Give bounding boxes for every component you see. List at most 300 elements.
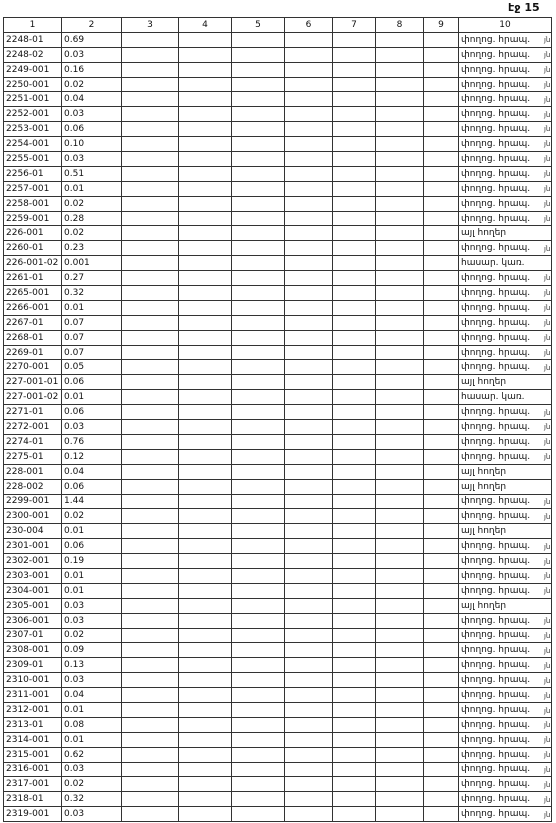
area-value-cell: 0.03 bbox=[62, 807, 122, 822]
margin-mark: յն bbox=[544, 214, 551, 223]
empty-cell bbox=[285, 464, 333, 479]
empty-cell bbox=[424, 360, 459, 375]
empty-cell bbox=[232, 241, 285, 256]
table-row bbox=[4, 77, 552, 92]
land-use-cell: փողոց. հրապ. bbox=[459, 554, 552, 569]
area-value-cell: 0.04 bbox=[62, 92, 122, 107]
land-use-cell: փողոց. հրապ. bbox=[459, 330, 552, 345]
margin-mark: յն bbox=[544, 170, 551, 179]
empty-cell bbox=[424, 732, 459, 747]
empty-cell bbox=[232, 539, 285, 554]
column-header: 9 bbox=[424, 18, 459, 33]
empty-cell bbox=[179, 166, 232, 181]
empty-cell bbox=[122, 702, 179, 717]
empty-cell bbox=[424, 345, 459, 360]
empty-cell bbox=[376, 137, 424, 152]
empty-cell bbox=[232, 479, 285, 494]
empty-cell bbox=[285, 211, 333, 226]
empty-cell bbox=[376, 554, 424, 569]
margin-mark: յն bbox=[544, 706, 551, 715]
empty-cell bbox=[122, 747, 179, 762]
empty-cell bbox=[122, 345, 179, 360]
empty-cell bbox=[122, 196, 179, 211]
parcel-id-cell: 2307-01 bbox=[4, 628, 62, 643]
area-value-cell: 0.01 bbox=[62, 181, 122, 196]
table-row bbox=[4, 628, 552, 643]
margin-mark: յն bbox=[544, 691, 551, 700]
column-header: 3 bbox=[122, 18, 179, 33]
parcel-id-cell: 2274-01 bbox=[4, 434, 62, 449]
empty-cell bbox=[376, 152, 424, 167]
parcel-id-cell: 2265-001 bbox=[4, 286, 62, 301]
empty-cell bbox=[333, 717, 376, 732]
empty-cell bbox=[232, 628, 285, 643]
empty-cell bbox=[376, 181, 424, 196]
area-value-cell: 0.32 bbox=[62, 286, 122, 301]
empty-cell bbox=[285, 360, 333, 375]
area-value-cell: 0.06 bbox=[62, 479, 122, 494]
parcel-id-cell: 2248-02 bbox=[4, 47, 62, 62]
area-value-cell: 0.06 bbox=[62, 539, 122, 554]
empty-cell bbox=[179, 137, 232, 152]
empty-cell bbox=[122, 792, 179, 807]
area-value-cell: 0.04 bbox=[62, 688, 122, 703]
empty-cell bbox=[232, 122, 285, 137]
empty-cell bbox=[122, 464, 179, 479]
land-use-cell: փողոց. հրապ. bbox=[459, 509, 552, 524]
parcel-id-cell: 230-004 bbox=[4, 524, 62, 539]
empty-cell bbox=[179, 509, 232, 524]
column-header: 10 bbox=[459, 18, 552, 33]
empty-cell bbox=[122, 360, 179, 375]
land-use-cell: հասար. կառ. bbox=[459, 256, 552, 271]
empty-cell bbox=[376, 107, 424, 122]
empty-cell bbox=[232, 747, 285, 762]
empty-cell bbox=[333, 643, 376, 658]
empty-cell bbox=[285, 241, 333, 256]
empty-cell bbox=[376, 613, 424, 628]
table-row bbox=[4, 702, 552, 717]
empty-cell bbox=[376, 494, 424, 509]
empty-cell bbox=[122, 777, 179, 792]
empty-cell bbox=[285, 315, 333, 330]
margin-mark: յն bbox=[544, 80, 551, 89]
area-value-cell: 0.02 bbox=[62, 777, 122, 792]
parcel-id-cell: 2300-001 bbox=[4, 509, 62, 524]
parcel-id-cell: 228-002 bbox=[4, 479, 62, 494]
margin-mark: յն bbox=[544, 110, 551, 119]
empty-cell bbox=[424, 32, 459, 47]
empty-cell bbox=[376, 792, 424, 807]
empty-cell bbox=[232, 360, 285, 375]
area-value-cell: 0.76 bbox=[62, 434, 122, 449]
empty-cell bbox=[232, 494, 285, 509]
land-use-cell: այլ հողեր bbox=[459, 226, 552, 241]
empty-cell bbox=[232, 762, 285, 777]
empty-cell bbox=[285, 300, 333, 315]
table-row bbox=[4, 598, 552, 613]
empty-cell bbox=[424, 330, 459, 345]
area-value-cell: 0.03 bbox=[62, 762, 122, 777]
area-value-cell: 0.03 bbox=[62, 152, 122, 167]
empty-cell bbox=[179, 628, 232, 643]
table-row bbox=[4, 211, 552, 226]
table-row bbox=[4, 479, 552, 494]
empty-cell bbox=[333, 226, 376, 241]
empty-cell bbox=[285, 181, 333, 196]
empty-cell bbox=[179, 598, 232, 613]
margin-mark: յն bbox=[544, 676, 551, 685]
parcel-id-cell: 2311-001 bbox=[4, 688, 62, 703]
table-body bbox=[4, 32, 552, 821]
empty-cell bbox=[333, 152, 376, 167]
empty-cell bbox=[122, 300, 179, 315]
area-value-cell: 0.01 bbox=[62, 702, 122, 717]
area-value-cell: 0.12 bbox=[62, 449, 122, 464]
margin-mark: յն bbox=[544, 319, 551, 328]
empty-cell bbox=[333, 762, 376, 777]
empty-cell bbox=[232, 613, 285, 628]
empty-cell bbox=[424, 554, 459, 569]
land-use-cell: փողոց. հրապ. bbox=[459, 717, 552, 732]
empty-cell bbox=[285, 747, 333, 762]
empty-cell bbox=[376, 643, 424, 658]
empty-cell bbox=[376, 122, 424, 137]
area-value-cell: 0.01 bbox=[62, 568, 122, 583]
area-value-cell: 0.03 bbox=[62, 673, 122, 688]
empty-cell bbox=[179, 256, 232, 271]
table-row bbox=[4, 315, 552, 330]
margin-mark: յն bbox=[544, 50, 551, 59]
table-row bbox=[4, 747, 552, 762]
table-row bbox=[4, 271, 552, 286]
empty-cell bbox=[122, 420, 179, 435]
empty-cell bbox=[122, 122, 179, 137]
empty-cell bbox=[122, 256, 179, 271]
empty-cell bbox=[122, 226, 179, 241]
empty-cell bbox=[232, 345, 285, 360]
parcel-id-cell: 227-001-01 bbox=[4, 375, 62, 390]
empty-cell bbox=[424, 598, 459, 613]
empty-cell bbox=[333, 777, 376, 792]
empty-cell bbox=[424, 241, 459, 256]
empty-cell bbox=[179, 702, 232, 717]
empty-cell bbox=[285, 375, 333, 390]
empty-cell bbox=[122, 673, 179, 688]
empty-cell bbox=[232, 62, 285, 77]
empty-cell bbox=[424, 524, 459, 539]
empty-cell bbox=[232, 181, 285, 196]
empty-cell bbox=[232, 32, 285, 47]
empty-cell bbox=[333, 673, 376, 688]
margin-mark: յն bbox=[544, 646, 551, 655]
empty-cell bbox=[285, 434, 333, 449]
table-row bbox=[4, 360, 552, 375]
land-use-cell: փողոց. հրապ. bbox=[459, 107, 552, 122]
empty-cell bbox=[376, 524, 424, 539]
margin-mark: յն bbox=[544, 661, 551, 670]
empty-cell bbox=[179, 360, 232, 375]
empty-cell bbox=[424, 256, 459, 271]
area-value-cell: 0.02 bbox=[62, 77, 122, 92]
empty-cell bbox=[376, 375, 424, 390]
empty-cell bbox=[179, 420, 232, 435]
empty-cell bbox=[285, 420, 333, 435]
empty-cell bbox=[376, 360, 424, 375]
empty-cell bbox=[376, 673, 424, 688]
land-use-cell: փողոց. հրապ. bbox=[459, 762, 552, 777]
empty-cell bbox=[333, 300, 376, 315]
table-row bbox=[4, 449, 552, 464]
parcel-id-cell: 2301-001 bbox=[4, 539, 62, 554]
empty-cell bbox=[376, 464, 424, 479]
table-row bbox=[4, 330, 552, 345]
empty-cell bbox=[376, 434, 424, 449]
empty-cell bbox=[333, 32, 376, 47]
empty-cell bbox=[122, 643, 179, 658]
empty-cell bbox=[424, 107, 459, 122]
parcel-id-cell: 2315-001 bbox=[4, 747, 62, 762]
area-value-cell: 0.07 bbox=[62, 330, 122, 345]
empty-cell bbox=[424, 688, 459, 703]
empty-cell bbox=[232, 196, 285, 211]
table-row bbox=[4, 464, 552, 479]
area-value-cell: 0.16 bbox=[62, 62, 122, 77]
margin-mark: յն bbox=[544, 140, 551, 149]
margin-mark: յն bbox=[544, 363, 551, 372]
empty-cell bbox=[122, 494, 179, 509]
land-use-cell: փողոց. հրապ. bbox=[459, 196, 552, 211]
empty-cell bbox=[122, 405, 179, 420]
empty-cell bbox=[285, 345, 333, 360]
empty-cell bbox=[122, 315, 179, 330]
table-row bbox=[4, 166, 552, 181]
empty-cell bbox=[285, 62, 333, 77]
table-row bbox=[4, 256, 552, 271]
parcel-id-cell: 226-001 bbox=[4, 226, 62, 241]
empty-cell bbox=[122, 732, 179, 747]
empty-cell bbox=[333, 405, 376, 420]
empty-cell bbox=[232, 688, 285, 703]
empty-cell bbox=[424, 122, 459, 137]
parcel-id-cell: 2269-01 bbox=[4, 345, 62, 360]
land-use-cell: այլ հողեր bbox=[459, 598, 552, 613]
margin-mark: յն bbox=[544, 587, 551, 596]
empty-cell bbox=[179, 47, 232, 62]
empty-cell bbox=[376, 420, 424, 435]
empty-cell bbox=[333, 568, 376, 583]
empty-cell bbox=[333, 47, 376, 62]
parcel-id-cell: 2270-001 bbox=[4, 360, 62, 375]
empty-cell bbox=[285, 152, 333, 167]
land-use-cell: փողոց. հրապ. bbox=[459, 568, 552, 583]
empty-cell bbox=[232, 792, 285, 807]
table-row bbox=[4, 137, 552, 152]
empty-cell bbox=[333, 747, 376, 762]
empty-cell bbox=[424, 464, 459, 479]
empty-cell bbox=[376, 300, 424, 315]
empty-cell bbox=[232, 256, 285, 271]
empty-cell bbox=[333, 732, 376, 747]
land-use-cell: փողոց. հրապ. bbox=[459, 32, 552, 47]
empty-cell bbox=[122, 181, 179, 196]
empty-cell bbox=[232, 315, 285, 330]
empty-cell bbox=[179, 792, 232, 807]
area-value-cell: 0.07 bbox=[62, 315, 122, 330]
empty-cell bbox=[376, 47, 424, 62]
land-use-cell: այլ հողեր bbox=[459, 375, 552, 390]
empty-cell bbox=[424, 762, 459, 777]
empty-cell bbox=[179, 62, 232, 77]
margin-mark: յն bbox=[544, 36, 551, 44]
parcel-id-cell: 2249-001 bbox=[4, 62, 62, 77]
empty-cell bbox=[376, 330, 424, 345]
empty-cell bbox=[424, 539, 459, 554]
empty-cell bbox=[333, 464, 376, 479]
empty-cell bbox=[333, 449, 376, 464]
land-use-cell: փողոց. հրապ. bbox=[459, 583, 552, 598]
empty-cell bbox=[424, 420, 459, 435]
land-use-cell: փողոց. հրապ. bbox=[459, 360, 552, 375]
parcel-id-cell: 2304-001 bbox=[4, 583, 62, 598]
empty-cell bbox=[179, 539, 232, 554]
parcel-id-cell: 2317-001 bbox=[4, 777, 62, 792]
land-use-cell: փողոց. հրապ. bbox=[459, 673, 552, 688]
empty-cell bbox=[376, 688, 424, 703]
parcel-id-cell: 2255-001 bbox=[4, 152, 62, 167]
land-use-cell: այլ հողեր bbox=[459, 479, 552, 494]
empty-cell bbox=[232, 717, 285, 732]
empty-cell bbox=[424, 583, 459, 598]
empty-cell bbox=[376, 479, 424, 494]
empty-cell bbox=[424, 137, 459, 152]
area-value-cell: 0.23 bbox=[62, 241, 122, 256]
empty-cell bbox=[179, 762, 232, 777]
margin-mark: յն bbox=[544, 125, 551, 134]
parcel-id-cell: 2302-001 bbox=[4, 554, 62, 569]
empty-cell bbox=[232, 107, 285, 122]
empty-cell bbox=[333, 107, 376, 122]
parcel-id-cell: 2314-001 bbox=[4, 732, 62, 747]
margin-mark: յն bbox=[544, 423, 551, 432]
empty-cell bbox=[333, 241, 376, 256]
empty-cell bbox=[285, 479, 333, 494]
empty-cell bbox=[333, 658, 376, 673]
empty-cell bbox=[333, 554, 376, 569]
empty-cell bbox=[376, 77, 424, 92]
parcel-id-cell: 2257-001 bbox=[4, 181, 62, 196]
empty-cell bbox=[232, 226, 285, 241]
empty-cell bbox=[179, 300, 232, 315]
empty-cell bbox=[333, 315, 376, 330]
parcel-id-cell: 227-001-02 bbox=[4, 390, 62, 405]
margin-mark: յն bbox=[544, 766, 551, 775]
empty-cell bbox=[424, 181, 459, 196]
empty-cell bbox=[333, 702, 376, 717]
empty-cell bbox=[424, 166, 459, 181]
empty-cell bbox=[285, 762, 333, 777]
table-row bbox=[4, 568, 552, 583]
empty-cell bbox=[285, 807, 333, 822]
land-use-cell: փողոց. հրապ. bbox=[459, 62, 552, 77]
table-row bbox=[4, 583, 552, 598]
empty-cell bbox=[376, 717, 424, 732]
empty-cell bbox=[376, 345, 424, 360]
empty-cell bbox=[232, 420, 285, 435]
empty-cell bbox=[179, 211, 232, 226]
table-row bbox=[4, 92, 552, 107]
empty-cell bbox=[424, 271, 459, 286]
land-use-cell: փողոց. հրապ. bbox=[459, 539, 552, 554]
empty-cell bbox=[285, 673, 333, 688]
empty-cell bbox=[285, 196, 333, 211]
area-value-cell: 0.02 bbox=[62, 628, 122, 643]
empty-cell bbox=[424, 390, 459, 405]
empty-cell bbox=[424, 777, 459, 792]
empty-cell bbox=[424, 405, 459, 420]
empty-cell bbox=[285, 286, 333, 301]
area-value-cell: 0.03 bbox=[62, 598, 122, 613]
land-use-cell: փողոց. հրապ. bbox=[459, 449, 552, 464]
empty-cell bbox=[179, 613, 232, 628]
land-use-cell: փողոց. հրապ. bbox=[459, 613, 552, 628]
parcel-id-cell: 2261-01 bbox=[4, 271, 62, 286]
margin-mark: յն bbox=[544, 736, 551, 745]
margin-mark: յն bbox=[544, 810, 551, 819]
empty-cell bbox=[376, 762, 424, 777]
empty-cell bbox=[333, 524, 376, 539]
table-row bbox=[4, 62, 552, 77]
table-row bbox=[4, 807, 552, 822]
empty-cell bbox=[232, 583, 285, 598]
margin-mark: յն bbox=[544, 65, 551, 74]
empty-cell bbox=[179, 583, 232, 598]
table-row bbox=[4, 122, 552, 137]
empty-cell bbox=[179, 315, 232, 330]
land-use-cell: փողոց. հրապ. bbox=[459, 702, 552, 717]
empty-cell bbox=[285, 717, 333, 732]
empty-cell bbox=[376, 509, 424, 524]
empty-cell bbox=[122, 77, 179, 92]
empty-cell bbox=[424, 494, 459, 509]
empty-cell bbox=[122, 717, 179, 732]
empty-cell bbox=[424, 92, 459, 107]
area-value-cell: 0.09 bbox=[62, 643, 122, 658]
empty-cell bbox=[285, 509, 333, 524]
margin-mark: յն bbox=[544, 751, 551, 760]
empty-cell bbox=[376, 732, 424, 747]
land-use-cell: փողոց. հրապ. bbox=[459, 300, 552, 315]
empty-cell bbox=[232, 554, 285, 569]
empty-cell bbox=[122, 449, 179, 464]
margin-mark: յն bbox=[544, 199, 551, 208]
empty-cell bbox=[179, 196, 232, 211]
empty-cell bbox=[333, 509, 376, 524]
empty-cell bbox=[179, 32, 232, 47]
land-use-cell: փողոց. հրապ. bbox=[459, 271, 552, 286]
empty-cell bbox=[232, 375, 285, 390]
land-use-cell: փողոց. հրապ. bbox=[459, 777, 552, 792]
empty-cell bbox=[424, 62, 459, 77]
empty-cell bbox=[232, 47, 285, 62]
area-value-cell: 0.04 bbox=[62, 464, 122, 479]
parcel-id-cell: 2313-01 bbox=[4, 717, 62, 732]
empty-cell bbox=[179, 524, 232, 539]
empty-cell bbox=[285, 524, 333, 539]
area-value-cell: 1.44 bbox=[62, 494, 122, 509]
land-use-cell: փողոց. հրապ. bbox=[459, 732, 552, 747]
parcel-id-cell: 2267-01 bbox=[4, 315, 62, 330]
